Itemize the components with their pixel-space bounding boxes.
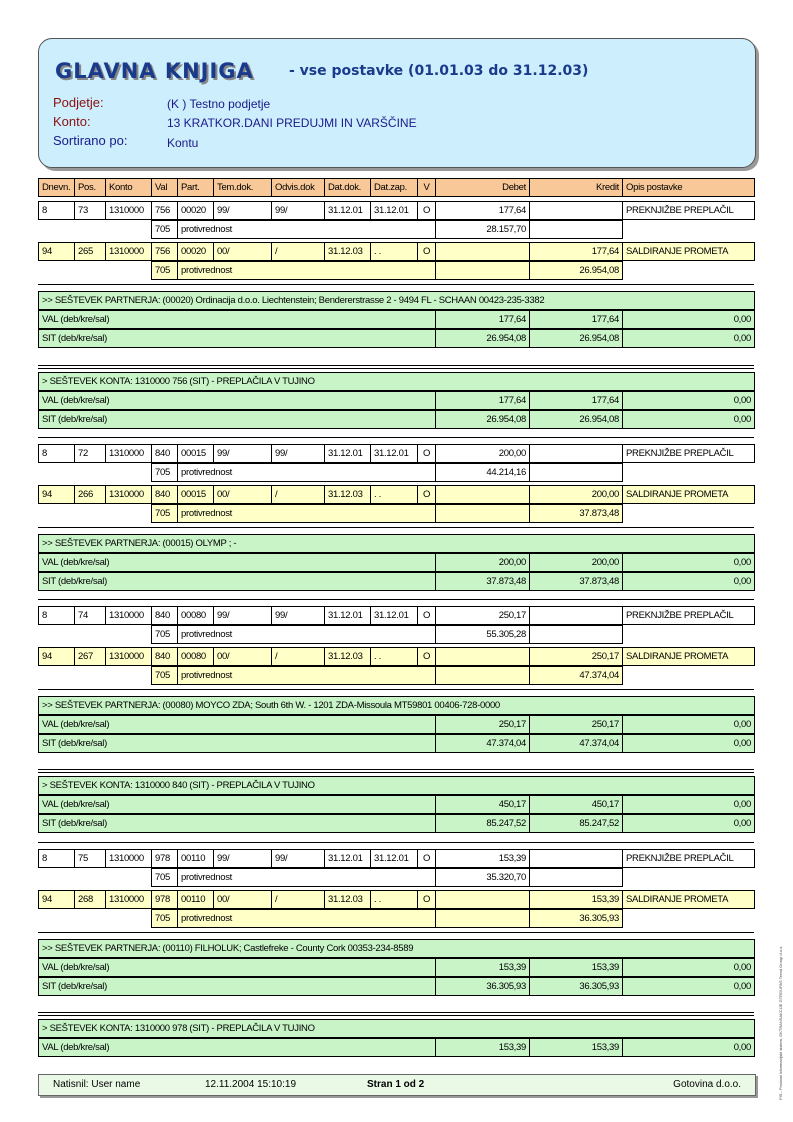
double-separator <box>38 1012 754 1016</box>
cell-valuta: 978 <box>151 849 178 868</box>
cell-valuta: 756 <box>151 201 178 220</box>
counter-value-row <box>38 666 754 685</box>
summary-saldo: 0,00 <box>622 572 755 591</box>
konto-value: 13 KRATKOR.DANI PREDUJMI IN VARŠČINE <box>167 116 417 130</box>
summary-saldo: 0,00 <box>622 814 755 833</box>
summary-title-row <box>38 939 754 958</box>
summary-debet: 153,39 <box>435 1038 530 1057</box>
double-separator <box>38 769 754 773</box>
cell-debet <box>435 261 530 280</box>
ledger-table <box>38 0 754 1122</box>
cell-partner: 00080 <box>177 647 214 666</box>
entry-row <box>38 485 754 504</box>
cell-odvisni-dok: / <box>271 647 325 666</box>
cell-konto: 1310000 <box>105 849 152 868</box>
cell-datum-dok: 31.12.01 <box>324 606 371 625</box>
summary-debet: 47.374,04 <box>435 734 530 753</box>
summary-debet: 85.247,52 <box>435 814 530 833</box>
cell-datum-zap: 31.12.01 <box>370 201 418 220</box>
cell-kredit: 153,39 <box>529 890 623 909</box>
cell-debet: 250,17 <box>435 606 530 625</box>
summary-label: SIT (deb/kre/sal) <box>38 410 436 429</box>
column-header-v: V <box>417 178 436 197</box>
cell-kredit <box>529 868 623 887</box>
summary-title: > SEŠTEVEK KONTA: 1310000 978 (SIT) - PREPLAČILA V TUJINO <box>38 1019 755 1038</box>
cell-debet: 200,00 <box>435 444 530 463</box>
cell-temeljni-dok: 00/ <box>213 485 272 504</box>
cell-konto: 1310000 <box>105 647 152 666</box>
cell-temeljni-dok: 99/ <box>213 606 272 625</box>
cell-debet <box>435 504 530 523</box>
summary-row <box>38 715 754 734</box>
summary-title-row <box>38 1019 754 1038</box>
column-header-temeljni-dok: Tem.dok. <box>213 178 272 197</box>
cell-valuta: 840 <box>151 606 178 625</box>
counter-value-row <box>38 868 754 887</box>
cell-pozicija: 72 <box>74 444 106 463</box>
cell-partner: 00110 <box>177 849 214 868</box>
summary-label: VAL (deb/kre/sal) <box>38 1038 436 1057</box>
cell-dnevnik: 94 <box>38 647 75 666</box>
cell-debet <box>435 890 530 909</box>
cell-datum-dok: 31.12.01 <box>324 849 371 868</box>
cell-debet <box>435 485 530 504</box>
cell-kredit <box>529 606 623 625</box>
cell-datum-dok: 31.12.03 <box>324 647 371 666</box>
cell-debet: 55.305,28 <box>435 625 530 644</box>
cell-v: O <box>417 201 436 220</box>
cell-datum-dok: 31.12.01 <box>324 201 371 220</box>
cell-kredit <box>529 444 623 463</box>
summary-kredit: 26.954,08 <box>529 329 623 348</box>
cell-debet: 35.320,70 <box>435 868 530 887</box>
summary-saldo: 0,00 <box>622 715 755 734</box>
cell-temeljni-dok: 00/ <box>213 647 272 666</box>
summary-title: >> SEŠTEVEK PARTNERJA: (00110) FILHOLUK; Castlefreke - County Cork 00353-234-8589 <box>38 939 755 958</box>
cell-partner: 00080 <box>177 606 214 625</box>
cell-v: O <box>417 890 436 909</box>
separator <box>38 284 754 285</box>
cell-pozicija: 267 <box>74 647 106 666</box>
table-header-row <box>38 178 754 197</box>
sortirano-value: Kontu <box>167 136 199 150</box>
cell-opis: PREKNJIŽBE PREPLAČIL <box>622 201 755 220</box>
cell-kredit: 250,17 <box>529 647 623 666</box>
cell-protivrednost: protivrednost <box>177 625 436 644</box>
cell-valuta: 840 <box>151 444 178 463</box>
side-note: PIS - Poslovni informacijski sistem, GKTRANSAKCIJE GTRGUPAS Trend Group d.o.o. <box>778 945 783 1100</box>
cell-temeljni-dok: 99/ <box>213 201 272 220</box>
cell-kredit <box>529 220 623 239</box>
separator <box>38 437 754 438</box>
cell-opis: PREKNJIŽBE PREPLAČIL <box>622 849 755 868</box>
cell-datum-zap: 31.12.01 <box>370 606 418 625</box>
cell-dnevnik: 8 <box>38 606 75 625</box>
cell-kredit <box>529 201 623 220</box>
summary-label: SIT (deb/kre/sal) <box>38 734 436 753</box>
cell-debet: 177,64 <box>435 201 530 220</box>
cell-datum-zap: . . <box>370 647 418 666</box>
summary-debet: 200,00 <box>435 553 530 572</box>
column-header-opis: Opis postavke <box>622 178 755 197</box>
entry-row <box>38 890 754 909</box>
cell-datum-dok: 31.12.01 <box>324 444 371 463</box>
cell-kredit <box>529 463 623 482</box>
counter-value-row <box>38 261 754 280</box>
cell-pozicija: 266 <box>74 485 106 504</box>
entry-row <box>38 849 754 868</box>
summary-row <box>38 977 754 996</box>
cell-opis: SALDIRANJE PROMETA <box>622 242 755 261</box>
cell-v: O <box>417 485 436 504</box>
cell-kredit: 36.305,93 <box>529 909 623 928</box>
cell-partner: 00015 <box>177 485 214 504</box>
summary-label: SIT (deb/kre/sal) <box>38 572 436 591</box>
cell-konto: 1310000 <box>105 201 152 220</box>
counter-value-row <box>38 909 754 928</box>
cell-konto: 1310000 <box>105 485 152 504</box>
cell-valuta: 978 <box>151 890 178 909</box>
counter-value-row <box>38 463 754 482</box>
cell-odvisni-dok: 99/ <box>271 606 325 625</box>
summary-kredit: 153,39 <box>529 1038 623 1057</box>
summary-saldo: 0,00 <box>622 734 755 753</box>
cell-v: O <box>417 444 436 463</box>
entry-row <box>38 647 754 666</box>
summary-kredit: 177,64 <box>529 391 623 410</box>
summary-saldo: 0,00 <box>622 795 755 814</box>
cell-dnevnik: 8 <box>38 444 75 463</box>
podjetje-value: (K ) Testno podjetje <box>167 97 271 111</box>
cell-temeljni-dok: 99/ <box>213 444 272 463</box>
summary-row <box>38 391 754 410</box>
summary-title: >> SEŠTEVEK PARTNERJA: (00020) Ordinacija d.o.o. Liechtenstein; Bendererstrasse 2 - 9494 FL - SCHAAN 00423-235-3382 <box>38 291 755 310</box>
summary-kredit: 47.374,04 <box>529 734 623 753</box>
cell-protivrednost: protivrednost <box>177 220 436 239</box>
summary-title: >> SEŠTEVEK PARTNERJA: (00015) OLYMP ; - <box>38 534 755 553</box>
cell-debet <box>435 909 530 928</box>
cell-debet <box>435 666 530 685</box>
cell-konto: 1310000 <box>105 606 152 625</box>
summary-kredit: 36.305,93 <box>529 977 623 996</box>
cell-valuta: 840 <box>151 485 178 504</box>
cell-temeljni-dok: 00/ <box>213 890 272 909</box>
cell-odvisni-dok: / <box>271 890 325 909</box>
cell-datum-zap: . . <box>370 890 418 909</box>
cell-partner: 00020 <box>177 242 214 261</box>
summary-debet: 250,17 <box>435 715 530 734</box>
summary-title-row <box>38 291 754 310</box>
cell-konto: 1310000 <box>105 890 152 909</box>
cell-opis: SALDIRANJE PROMETA <box>622 890 755 909</box>
cell-datum-zap: 31.12.01 <box>370 849 418 868</box>
summary-title-row <box>38 776 754 795</box>
summary-debet: 26.954,08 <box>435 329 530 348</box>
cell-datum-zap: 31.12.01 <box>370 444 418 463</box>
cell-valuta: 705 <box>151 666 178 685</box>
summary-title: >> SEŠTEVEK PARTNERJA: (00080) MOYCO ZDA; South 6th W. - 1201 ZDA-Missoula MT59801 00406-728-0000 <box>38 696 755 715</box>
footer-printed-by: Natisnil: User name <box>53 1079 141 1090</box>
cell-dnevnik: 94 <box>38 890 75 909</box>
cell-dnevnik: 8 <box>38 201 75 220</box>
cell-valuta: 705 <box>151 868 178 887</box>
column-header-pozicija: Pos. <box>74 178 106 197</box>
konto-label: Konto: <box>53 114 91 129</box>
cell-protivrednost: protivrednost <box>177 666 436 685</box>
cell-opis: SALDIRANJE PROMETA <box>622 485 755 504</box>
footer-datetime: 12.11.2004 15:10:19 <box>205 1079 297 1090</box>
cell-valuta: 705 <box>151 625 178 644</box>
summary-row <box>38 329 754 348</box>
column-header-datum-zap: Dat.zap. <box>370 178 418 197</box>
summary-row <box>38 310 754 329</box>
summary-row <box>38 1038 754 1057</box>
column-header-partner: Part. <box>177 178 214 197</box>
summary-row <box>38 814 754 833</box>
summary-debet: 450,17 <box>435 795 530 814</box>
cell-pozicija: 73 <box>74 201 106 220</box>
cell-odvisni-dok: 99/ <box>271 444 325 463</box>
summary-row <box>38 958 754 977</box>
cell-valuta: 705 <box>151 504 178 523</box>
summary-saldo: 0,00 <box>622 958 755 977</box>
separator <box>38 527 754 528</box>
entry-row <box>38 242 754 261</box>
summary-row <box>38 553 754 572</box>
column-header-kredit: Kredit <box>529 178 623 197</box>
counter-value-row <box>38 504 754 523</box>
cell-partner: 00110 <box>177 890 214 909</box>
footer-page-number: Stran 1 od 2 <box>367 1079 425 1090</box>
separator <box>38 842 754 843</box>
separator <box>38 689 754 690</box>
column-header-datum-dok: Dat.dok. <box>324 178 371 197</box>
cell-protivrednost: protivrednost <box>177 463 436 482</box>
summary-debet: 153,39 <box>435 958 530 977</box>
cell-protivrednost: protivrednost <box>177 868 436 887</box>
column-header-konto: Konto <box>105 178 152 197</box>
column-header-debet: Debet <box>435 178 530 197</box>
summary-kredit: 250,17 <box>529 715 623 734</box>
cell-partner: 00015 <box>177 444 214 463</box>
cell-datum-dok: 31.12.03 <box>324 890 371 909</box>
double-separator <box>38 365 754 369</box>
cell-v: O <box>417 242 436 261</box>
summary-label: VAL (deb/kre/sal) <box>38 391 436 410</box>
cell-partner: 00020 <box>177 201 214 220</box>
cell-opis: PREKNJIŽBE PREPLAČIL <box>622 606 755 625</box>
summary-kredit: 85.247,52 <box>529 814 623 833</box>
summary-label: SIT (deb/kre/sal) <box>38 814 436 833</box>
summary-kredit: 200,00 <box>529 553 623 572</box>
footer-company: Gotovina d.o.o. <box>673 1079 741 1090</box>
cell-odvisni-dok: 99/ <box>271 201 325 220</box>
summary-label: VAL (deb/kre/sal) <box>38 795 436 814</box>
summary-label: SIT (deb/kre/sal) <box>38 329 436 348</box>
cell-debet: 28.157,70 <box>435 220 530 239</box>
summary-row <box>38 572 754 591</box>
summary-kredit: 37.873,48 <box>529 572 623 591</box>
summary-saldo: 0,00 <box>622 329 755 348</box>
summary-title-row <box>38 696 754 715</box>
cell-valuta: 705 <box>151 261 178 280</box>
cell-datum-dok: 31.12.03 <box>324 242 371 261</box>
cell-pozicija: 75 <box>74 849 106 868</box>
summary-title-row <box>38 534 754 553</box>
cell-kredit <box>529 625 623 644</box>
column-header-valuta: Val <box>151 178 178 197</box>
summary-debet: 37.873,48 <box>435 572 530 591</box>
cell-pozicija: 74 <box>74 606 106 625</box>
cell-valuta: 705 <box>151 909 178 928</box>
summary-saldo: 0,00 <box>622 977 755 996</box>
cell-temeljni-dok: 00/ <box>213 242 272 261</box>
cell-datum-zap: . . <box>370 242 418 261</box>
cell-dnevnik: 94 <box>38 242 75 261</box>
summary-label: VAL (deb/kre/sal) <box>38 715 436 734</box>
summary-debet: 177,64 <box>435 310 530 329</box>
column-header-dnevnik: Dnevn. <box>38 178 75 197</box>
cell-pozicija: 265 <box>74 242 106 261</box>
summary-kredit: 153,39 <box>529 958 623 977</box>
summary-kredit: 450,17 <box>529 795 623 814</box>
summary-label: VAL (deb/kre/sal) <box>38 958 436 977</box>
report-title: GLAVNA KNJIGA <box>55 59 254 83</box>
cell-kredit: 177,64 <box>529 242 623 261</box>
summary-saldo: 0,00 <box>622 1038 755 1057</box>
summary-saldo: 0,00 <box>622 410 755 429</box>
cell-kredit <box>529 849 623 868</box>
cell-valuta: 705 <box>151 220 178 239</box>
cell-odvisni-dok: 99/ <box>271 849 325 868</box>
summary-title-row <box>38 372 754 391</box>
cell-pozicija: 268 <box>74 890 106 909</box>
cell-opis: SALDIRANJE PROMETA <box>622 647 755 666</box>
cell-opis: PREKNJIŽBE PREPLAČIL <box>622 444 755 463</box>
cell-kredit: 200,00 <box>529 485 623 504</box>
summary-saldo: 0,00 <box>622 310 755 329</box>
sortirano-label: Sortirano po: <box>53 133 128 148</box>
separator <box>38 599 754 600</box>
summary-debet: 26.954,08 <box>435 410 530 429</box>
cell-v: O <box>417 849 436 868</box>
podjetje-label: Podjetje: <box>53 95 104 110</box>
cell-konto: 1310000 <box>105 242 152 261</box>
cell-valuta: 756 <box>151 242 178 261</box>
summary-saldo: 0,00 <box>622 391 755 410</box>
summary-row <box>38 410 754 429</box>
cell-debet: 44.214,16 <box>435 463 530 482</box>
summary-label: VAL (deb/kre/sal) <box>38 310 436 329</box>
entry-row <box>38 201 754 220</box>
cell-konto: 1310000 <box>105 444 152 463</box>
summary-kredit: 177,64 <box>529 310 623 329</box>
entry-row <box>38 606 754 625</box>
summary-title: > SEŠTEVEK KONTA: 1310000 840 (SIT) - PREPLAČILA V TUJINO <box>38 776 755 795</box>
cell-datum-dok: 31.12.03 <box>324 485 371 504</box>
report-subtitle: - vse postavke (01.01.03 do 31.12.03) <box>289 63 589 79</box>
counter-value-row <box>38 625 754 644</box>
summary-debet: 36.305,93 <box>435 977 530 996</box>
cell-protivrednost: protivrednost <box>177 909 436 928</box>
cell-valuta: 705 <box>151 463 178 482</box>
cell-protivrednost: protivrednost <box>177 261 436 280</box>
summary-kredit: 26.954,08 <box>529 410 623 429</box>
cell-v: O <box>417 647 436 666</box>
column-header-odvisni-dok: Odvis.dok <box>271 178 325 197</box>
cell-dnevnik: 94 <box>38 485 75 504</box>
cell-protivrednost: protivrednost <box>177 504 436 523</box>
summary-label: VAL (deb/kre/sal) <box>38 553 436 572</box>
counter-value-row <box>38 220 754 239</box>
page-footer <box>38 1074 756 1096</box>
summary-title: > SEŠTEVEK KONTA: 1310000 756 (SIT) - PREPLAČILA V TUJINO <box>38 372 755 391</box>
cell-debet <box>435 242 530 261</box>
entry-row <box>38 444 754 463</box>
cell-v: O <box>417 606 436 625</box>
summary-debet: 177,64 <box>435 391 530 410</box>
cell-odvisni-dok: / <box>271 242 325 261</box>
summary-saldo: 0,00 <box>622 553 755 572</box>
summary-label: SIT (deb/kre/sal) <box>38 977 436 996</box>
cell-valuta: 840 <box>151 647 178 666</box>
cell-kredit: 47.374,04 <box>529 666 623 685</box>
cell-temeljni-dok: 99/ <box>213 849 272 868</box>
summary-row <box>38 795 754 814</box>
cell-odvisni-dok: / <box>271 485 325 504</box>
separator <box>38 932 754 933</box>
cell-dnevnik: 8 <box>38 849 75 868</box>
cell-kredit: 37.873,48 <box>529 504 623 523</box>
cell-debet <box>435 647 530 666</box>
cell-datum-zap: . . <box>370 485 418 504</box>
summary-row <box>38 734 754 753</box>
cell-kredit: 26.954,08 <box>529 261 623 280</box>
cell-debet: 153,39 <box>435 849 530 868</box>
